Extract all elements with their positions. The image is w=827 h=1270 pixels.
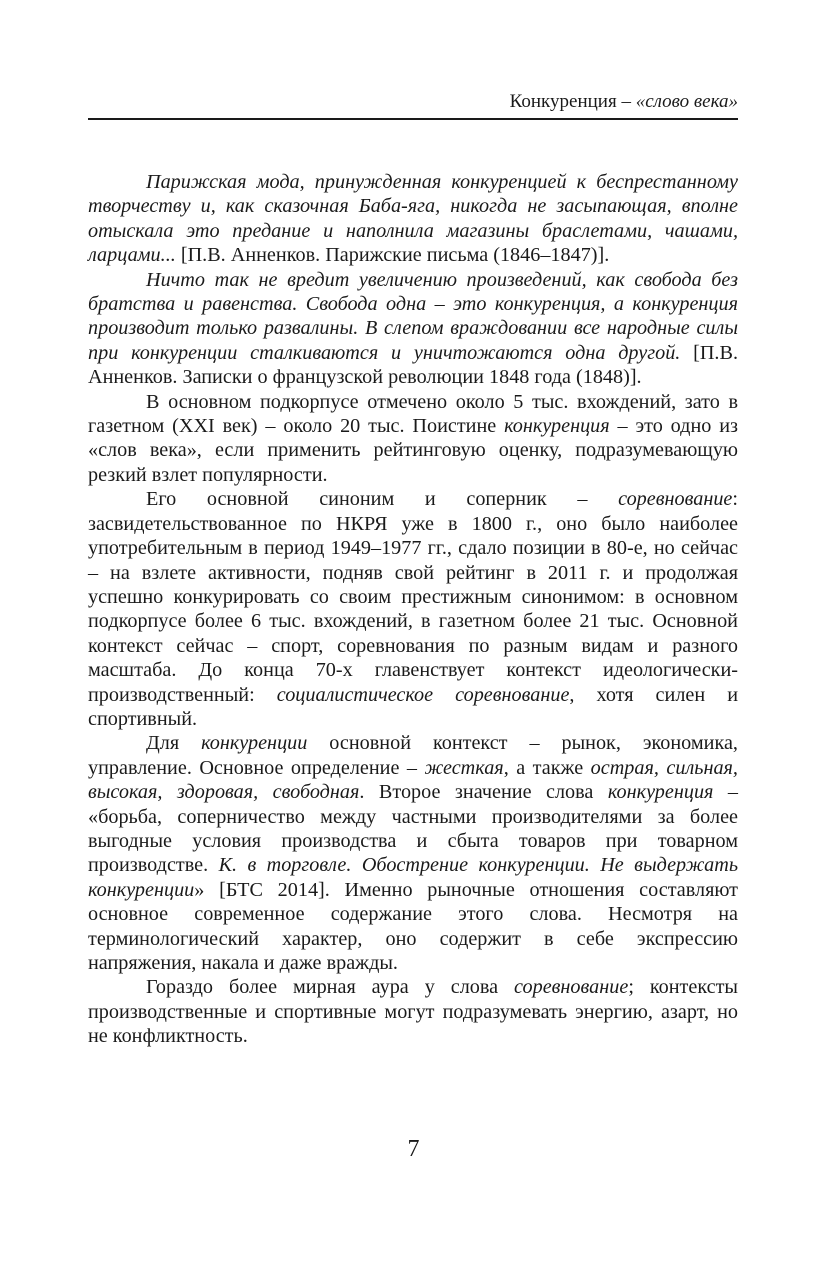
text-run: [П.В. Анненков. Парижские письма (1846–1847)]. xyxy=(175,244,610,267)
text-run: Ничто так не вредит увеличению произведений, как свобода без братства и равенства. Свобода одна – это конкуренция, а конкуренция производит только развалины. В слепом враждовании все народные силы при конкуренции сталкиваются и уничтожаются одна другой. xyxy=(88,268,738,364)
text-run: острая, сильная, высокая, здоровая, свободная xyxy=(88,756,738,804)
paragraph-3 xyxy=(88,390,738,488)
text-run: конкуренция xyxy=(607,781,714,804)
text-run: Гораздо более мирная аура у слова xyxy=(146,976,515,999)
text-run: конкуренции xyxy=(201,732,308,755)
text-run: : засвидетельствованное по НКРЯ уже в 1800 г., оно было наиболее употребительным в период 1949–1977 гг., сдало позиции в 80-е, но сейчас – на взлете активности, подняв свой рейтинг в 2011 г. и продолжая успешно конкурировать со своим престижным синонимом: в основном подкорпусе более 6 тыс. вхождений, в газетном более 21 тыс. Основной контекст сейчас – спорт, соревнования по разным видам и разного масштаба. До конца 70-х главенствует контекст идеологически-производственный: xyxy=(88,488,738,706)
text-run: – «борьба, соперничество между частными производителями за более выгодные условия производства и сбыта товаров при товарном производстве. xyxy=(88,781,739,877)
paragraph-6 xyxy=(88,975,738,1048)
text-run: [П.В. Анненков. Записки о французской революции 1848 года (1848)]. xyxy=(88,341,738,389)
text-run: » [БТС 2014]. Именно рыночные отношения составляют основное современное содержание этого слова. Несмотря на терминологический характер, оно содержит в себе экспрессию напряжения, накала и даже вражды. xyxy=(88,878,738,974)
text-run: конкуренция xyxy=(504,415,610,438)
paragraph-4 xyxy=(88,487,738,731)
text-run: – это одно из «слов века», если применить рейтинговую оценку, подразумевающую резкий взлет популярности. xyxy=(88,415,738,486)
text-run: Для xyxy=(146,732,202,755)
text-run: , хотя силен и спортивный. xyxy=(88,683,738,730)
text-run: В основном подкорпусе отмечено около 5 тыс. вхождений, зато в газетном (XXI век) – около 20 тыс. Поистине xyxy=(88,390,738,438)
running-head-subtitle: «слово века» xyxy=(635,91,738,112)
running-head-title: Конкуренция xyxy=(509,91,617,112)
text-run: ; контексты производственные и спортивные могут подразумевать энергию, азарт, но не конфликтность. xyxy=(88,976,738,1048)
text-run: , а также xyxy=(503,756,591,779)
running-head-separator: – xyxy=(616,91,636,112)
text-run: основной контекст – рынок, экономика, управление. Основное определение – xyxy=(88,732,738,779)
running-head xyxy=(88,88,738,120)
text-run: Его основной синоним и соперник – xyxy=(146,488,619,511)
page-number: 7 xyxy=(407,1136,420,1162)
text-run: соревнование xyxy=(514,976,629,999)
paragraph-5 xyxy=(88,731,738,975)
text-run: Парижская мода, принужденная конкуренцией к беспрестанному творчеству и, как сказочная Баба-яга, никогда не засыпающая, вполне отыскала это предание и наполнила магазины браслетами, чашами, ларцами... xyxy=(88,171,738,267)
text-run: социалистическое соревнование xyxy=(276,683,570,706)
paragraph-quote-2 xyxy=(88,268,738,390)
text-run: жесткая xyxy=(424,756,504,779)
text-run: соревнование xyxy=(618,488,733,511)
paragraph-quote-1 xyxy=(88,170,738,268)
text-run: . Второе значение слова xyxy=(359,781,608,804)
body-text xyxy=(88,170,738,1049)
text-run: К. в торговле. Обострение конкуренции. Не выдержать конкуренции xyxy=(88,854,739,901)
